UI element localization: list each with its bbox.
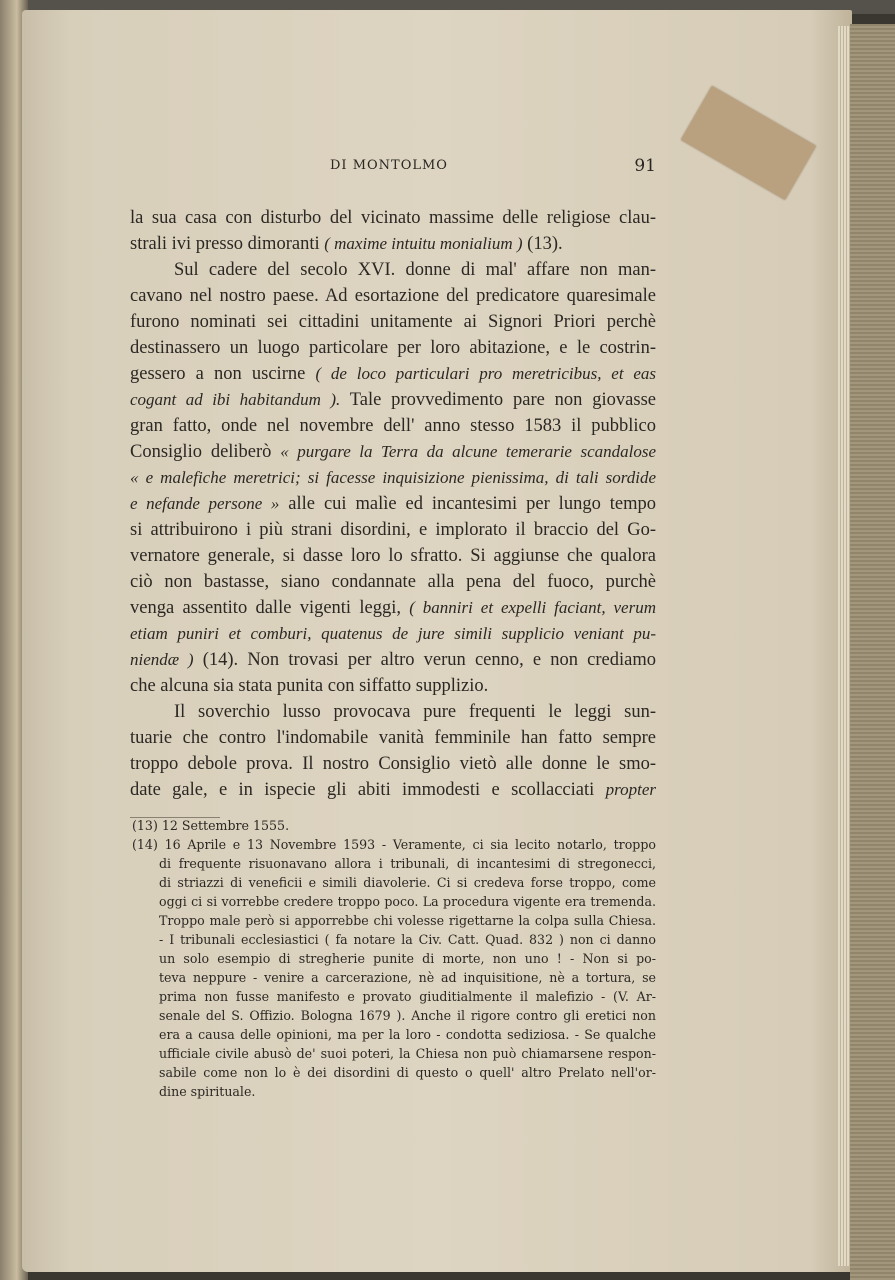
body-line — [130, 387, 656, 413]
text-segment: furono nominati sei cittadini unitamente ai Signori Priori perchè — [130, 312, 656, 332]
page-number: 91 — [634, 156, 656, 176]
text-segment: troppo debole prova. Il nostro Consiglio vietò alle donne le smo- — [130, 754, 656, 774]
body-line — [130, 673, 656, 699]
italic-quote: ( de loco particulari pro meretricibus, et eas — [315, 364, 656, 383]
body-line — [130, 361, 656, 387]
text-segment: che alcuna sia stata punita con siffatto supplizio. — [130, 676, 489, 696]
text-segment: tuarie che contro l'indomabile vanità femminile han fatto sempre — [130, 728, 656, 748]
italic-quote: ( banniri et expelli faciant, verum — [409, 598, 656, 617]
body-line — [130, 335, 656, 361]
italic-quote: e nefande persone » — [130, 494, 280, 513]
footnote-line: un solo esempio di stregherie punite di morte, non uno ! - Non si po- — [159, 951, 656, 966]
text-segment: la sua casa con disturbo del vicinato massime delle religiose clau- — [130, 208, 656, 228]
body-line — [130, 231, 656, 257]
footnote-line: (13) 12 Settembre 1555. — [132, 818, 290, 833]
text-segment: strali ivi presso dimoranti — [130, 234, 325, 254]
text-segment: si attribuirono i più strani disordini, e implorato il braccio del Go- — [130, 520, 656, 540]
footnote-line: sabile come non lo è dei disordini di questo o quell' altro Prelato nell'or- — [159, 1065, 656, 1080]
footnote-line: di frequente risuonavano allora i tribunali, di incantesimi di stregonecci, — [159, 856, 656, 871]
body-line — [130, 413, 656, 439]
body-line — [130, 257, 656, 283]
body-line — [130, 595, 656, 621]
text-segment: vernatore generale, si dasse loro lo sfratto. Si aggiunse che qualora — [130, 546, 656, 566]
footnote-line: dine spirituale. — [159, 1084, 256, 1099]
italic-quote: « e malefiche meretrici; si facesse inquisizione pienissima, di tali sordide — [130, 468, 656, 487]
body-text — [130, 205, 656, 803]
page-header — [130, 156, 656, 180]
footnote-line: - I tribunali ecclesiastici ( fa notare la Civ. Catt. Quad. 832 ) non ci danno — [159, 932, 656, 947]
footnote-line: oggi ci si vorrebbe credere troppo poco. La procedura vigente era tremenda. — [159, 894, 656, 909]
text-segment: Consiglio deliberò — [130, 442, 281, 462]
footnote-line: Troppo male però si apporrebbe chi volesse rigettarne la colpa sulla Chiesa. — [159, 913, 656, 928]
body-line — [130, 439, 656, 465]
italic-quote: « purgare la Terra da alcune temerarie scandalose — [280, 442, 656, 461]
body-line — [130, 621, 656, 647]
body-line — [130, 205, 656, 231]
body-line — [130, 647, 656, 673]
text-segment: (13). — [522, 234, 563, 254]
body-line — [130, 465, 656, 491]
cloth-binding — [850, 24, 895, 1280]
text-segment: cavano nel nostro paese. Ad esortazione del predicatore quaresimale — [130, 286, 656, 306]
italic-quote: niendæ ) — [130, 650, 194, 669]
footnote-line: era a causa delle opinioni, ma per la loro - condotta sediziosa. - Se qualche — [159, 1027, 656, 1042]
text-segment: date gale, e in ispecie gli abiti immodesti e scollacciati — [130, 780, 606, 800]
italic-quote: ( maxime intuitu monialium ) — [324, 234, 523, 253]
text-segment: venga assentito dalle vigenti leggi, — [130, 598, 410, 618]
text-segment: gessero a non uscirne — [130, 364, 316, 384]
italic-quote: cogant ad ibi habitandum ). — [130, 390, 341, 409]
text-segment: destinassero un luogo particolare per loro abitazione, e le costrin- — [130, 338, 656, 358]
italic-quote: etiam puniri et comburi, quatenus de jure simili supplicio veniant pu- — [130, 624, 656, 643]
body-line — [130, 569, 656, 595]
footnotes — [132, 816, 656, 1101]
footnote-line: teva neppure - venire a carcerazione, nè ad inquisitione, nè a tortura, se — [159, 970, 656, 985]
body-line — [130, 699, 656, 725]
footnote-line: ufficiale civile abusò de' suoi poteri, la Chiesa non può chiamarsene respon- — [159, 1046, 656, 1061]
italic-quote: propter — [605, 780, 656, 799]
body-line — [130, 751, 656, 777]
body-line — [130, 725, 656, 751]
text-segment: Sul cadere del secolo XVI. donne di mal' affare non man- — [174, 260, 656, 280]
body-line — [130, 283, 656, 309]
text-segment: alle cui malìe ed incantesimi per lungo tempo — [279, 494, 656, 514]
footnote-line: prima non fusse manifesto e provato giuditialmente il malefizio - (V. Ar- — [159, 989, 656, 1004]
footnote-line: di striazzi di veneficii e simili diavolerie. Ci si credeva forse troppo, come — [159, 875, 656, 890]
body-line — [130, 543, 656, 569]
text-segment: Tale provvedimento pare non giovasse — [340, 390, 656, 410]
text-segment: gran fatto, onde nel novembre dell' anno stesso 1583 il pubblico — [130, 416, 656, 436]
body-line — [130, 777, 656, 803]
body-line — [130, 517, 656, 543]
running-title: DI MONTOLMO — [330, 158, 448, 173]
footnote-line: (14) 16 Aprile e 13 Novembre 1593 - Veramente, ci sia lecito notarlo, troppo — [132, 837, 656, 852]
body-line — [130, 491, 656, 517]
body-line — [130, 309, 656, 335]
footnote-line: senale del S. Offizio. Bologna 1679 ). Anche il rigore contro gli eretici non — [159, 1008, 656, 1023]
text-segment: Il soverchio lusso provocava pure frequenti le leggi sun- — [174, 702, 656, 722]
text-segment: (14). Non trovasi per altro verun cenno, e non crediamo — [193, 650, 656, 670]
text-segment: ciò non bastasse, siano condannate alla pena del fuoco, purchè — [130, 572, 656, 592]
